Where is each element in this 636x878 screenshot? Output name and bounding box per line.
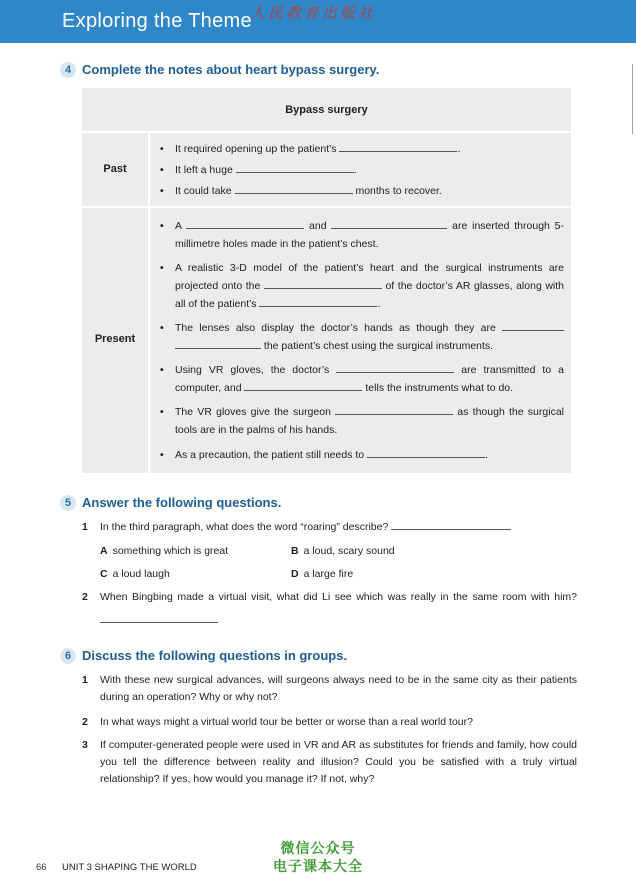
option-d[interactable]: D a large fire — [291, 568, 354, 580]
answer-blank[interactable] — [339, 141, 457, 152]
table-heading: Bypass surgery — [285, 104, 368, 116]
answer-blank[interactable] — [175, 338, 261, 349]
question-number: 2 — [82, 716, 88, 728]
question-item: 1 With these new surgical advances, will surgeons always need to be in the same city as their patients during an operation? Why or why not? — [82, 674, 577, 703]
answer-blank[interactable] — [259, 296, 377, 307]
answer-blank[interactable] — [336, 362, 454, 373]
answer-blank[interactable] — [264, 278, 382, 289]
wechat-watermark-line2: 电子课本大全 — [273, 859, 363, 875]
list-item: • A realistic 3-D model of the patient’s heart and the surgical instruments are projected onto the of the doctor’s AR glasses, along with all of the patient’s . — [160, 262, 565, 310]
option-b[interactable]: B a loud, scary sound — [291, 545, 395, 557]
section-number: 6 — [60, 648, 76, 664]
answer-blank[interactable] — [391, 519, 511, 530]
table-column-divider — [148, 132, 150, 473]
notes-table — [82, 88, 571, 473]
question-item: 3 If computer-generated people were used in VR and AR as substitutes for friends and family, how could you tell the difference between reality and illusion? Could you be satisfied with a truly virtual relationship? If yes, how would you manage it? If not, why? — [82, 739, 577, 785]
list-item: • Using VR gloves, the doctor’s are transmitted to a computer, and tells the instruments what to do. — [160, 364, 565, 394]
question-item: 2 In what ways might a virtual world tour be better or worse than a real world tour? — [82, 714, 577, 731]
wechat-watermark-line1: 微信公众号 — [280, 841, 356, 857]
table-divider — [82, 131, 571, 133]
question-number: 1 — [82, 674, 88, 686]
answer-blank[interactable] — [236, 162, 354, 173]
question-item: 2 When Bingbing made a virtual visit, what did Li see which was really in the same room with him? — [82, 586, 577, 632]
answer-blank[interactable] — [100, 612, 218, 623]
page-header-bar — [0, 0, 636, 43]
answer-blank[interactable] — [244, 380, 362, 391]
answer-blank[interactable] — [502, 320, 564, 331]
answer-blank[interactable] — [335, 404, 453, 415]
publisher-watermark: 人民教育出版社 — [250, 4, 377, 22]
question-number: 2 — [82, 591, 88, 603]
option-c[interactable]: C a loud laugh — [100, 568, 170, 580]
list-item: • It could take months to recover. — [160, 185, 442, 197]
table-divider — [82, 206, 571, 208]
answer-blank[interactable] — [367, 447, 485, 458]
list-item: • A and are inserted through 5-millimetre holes made in the patient’s chest. — [160, 220, 565, 250]
question-item: 1 In the third paragraph, what does the word “roaring” describe? — [82, 516, 577, 539]
list-item: • The lenses also display the doctor’s hands as though they are the patient’s chest using the surgical instruments. — [160, 319, 564, 355]
section-title: Complete the notes about heart bypass surgery. — [82, 62, 380, 77]
row-label-present: Present — [94, 333, 136, 345]
section-number: 4 — [60, 62, 76, 78]
question-number: 1 — [82, 521, 88, 533]
answer-blank[interactable] — [186, 218, 304, 229]
unit-label: UNIT 3 SHAPING THE WORLD — [62, 862, 197, 873]
row-label-past: Past — [103, 163, 127, 175]
question-number: 3 — [82, 739, 88, 751]
answer-blank[interactable] — [235, 183, 353, 194]
section-title: Discuss the following questions in groups. — [82, 648, 348, 663]
answer-blank[interactable] — [331, 218, 447, 229]
section-title: Answer the following questions. — [82, 495, 282, 510]
page-number: 66 — [36, 862, 47, 873]
section-number: 5 — [60, 495, 76, 511]
list-item: • It required opening up the patient’s . — [160, 143, 461, 155]
edge-rule — [632, 64, 633, 134]
option-a[interactable]: A something which is great — [100, 545, 229, 557]
list-item: • It left a huge . — [160, 164, 357, 176]
list-item: • As a precaution, the patient still needs to . — [160, 449, 488, 461]
page-title: Exploring the Theme — [62, 10, 252, 32]
list-item: • The VR gloves give the surgeon as though the surgical tools are in the palms of his hands. — [160, 406, 564, 436]
